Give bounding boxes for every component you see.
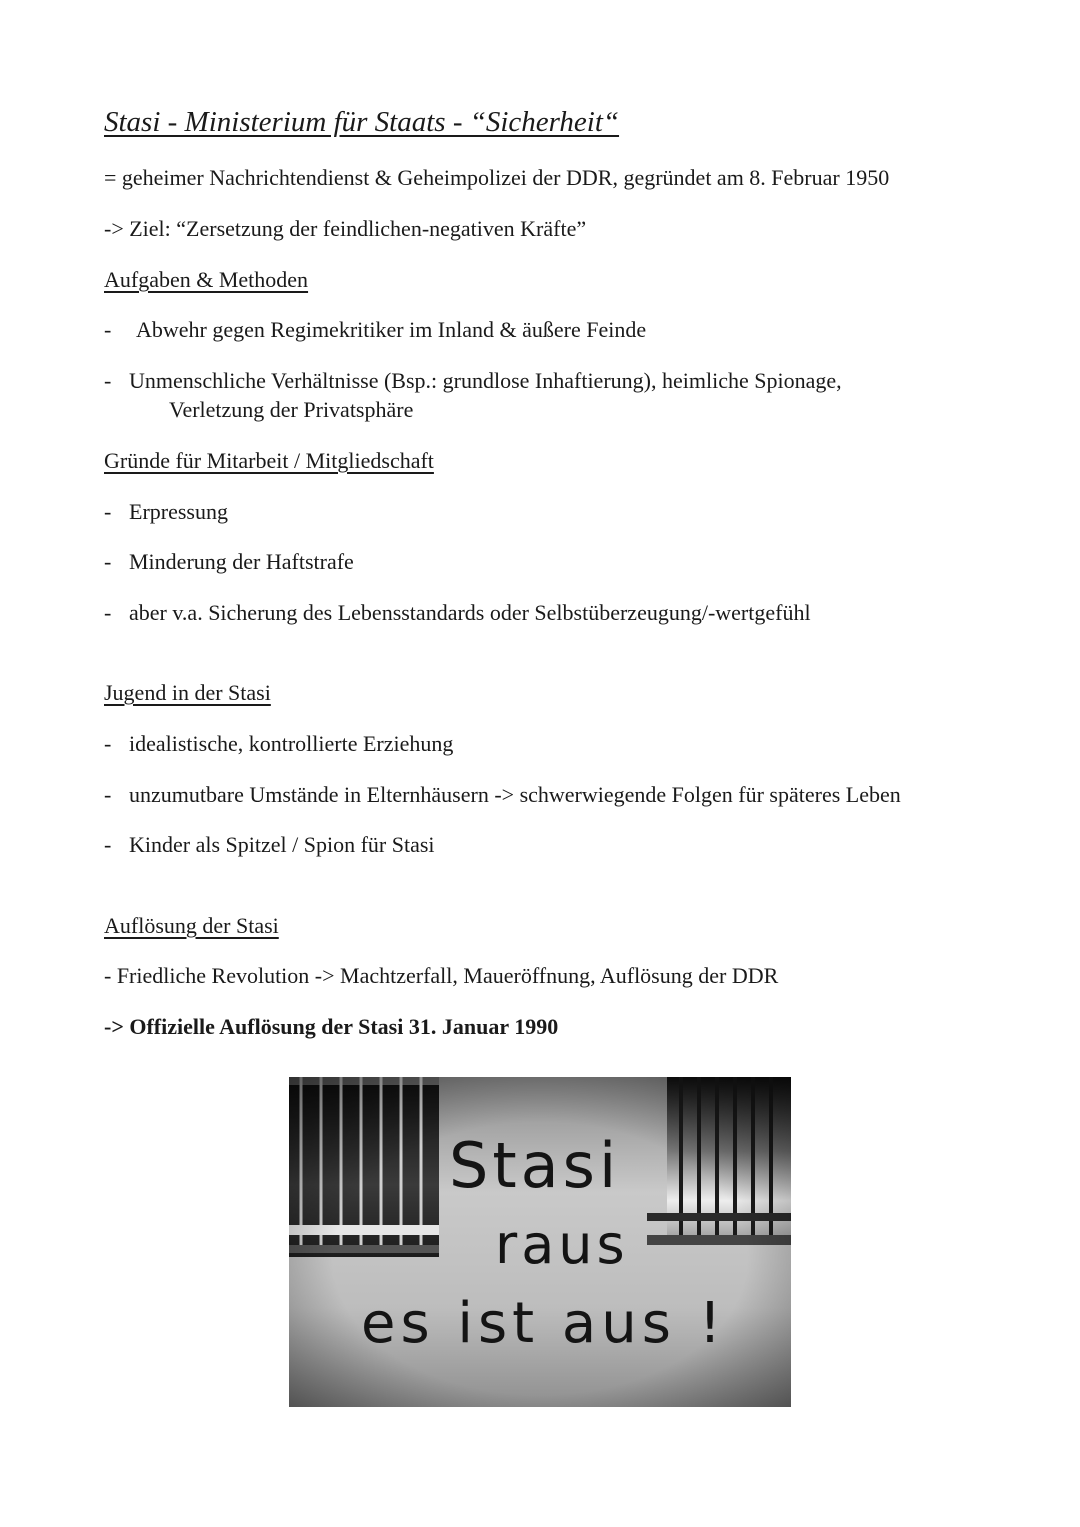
list-item: unzumutbare Umstände in Elternhäusern -> schwerwiegende Folgen für späteres Leben xyxy=(129,782,901,807)
graffiti-photo-image xyxy=(289,1077,791,1407)
section-heading-aufloesung: Auflösung der Stasi xyxy=(104,913,279,938)
list-item: Abwehr gegen Regimekritiker im Inland & äußere Feinde xyxy=(136,317,647,342)
list-item-continuation: Verletzung der Privatsphäre xyxy=(169,397,414,422)
list-bullet: - xyxy=(104,731,112,756)
list-item: Minderung der Haftstrafe xyxy=(129,549,354,574)
list-item: Unmenschliche Verhältnisse (Bsp.: grundlose Inhaftierung), heimliche Spionage, xyxy=(129,368,842,393)
list-item: aber v.a. Sicherung des Lebensstandards oder Selbstüberzeugung/-wertgefühl xyxy=(129,600,811,625)
list-bullet: - xyxy=(104,782,112,807)
list-bullet: - xyxy=(104,317,112,342)
goal-text: -> Ziel: “Zersetzung der feindlichen-negativen Kräfte” xyxy=(104,216,587,241)
list-bullet: - xyxy=(104,600,112,625)
list-bullet: - xyxy=(104,832,112,857)
section-heading-jugend: Jugend in der Stasi xyxy=(104,680,271,705)
list-bullet: - xyxy=(104,549,112,574)
graffiti-photo xyxy=(289,1077,791,1407)
section-heading-aufgaben: Aufgaben & Methoden xyxy=(104,267,309,292)
list-item: Kinder als Spitzel / Spion für Stasi xyxy=(129,832,435,857)
list-bullet: - xyxy=(104,368,112,393)
definition-text: = geheimer Nachrichtendienst & Geheimpolizei der DDR, gegründet am 8. Februar 1950 xyxy=(104,165,890,190)
list-bullet: - xyxy=(104,499,112,524)
page-title: Stasi - Ministerium für Staats - “Sicherheit“ xyxy=(104,106,620,138)
list-item: idealistische, kontrollierte Erziehung xyxy=(129,731,454,756)
section-heading-gruende: Gründe für Mitarbeit / Mitgliedschaft xyxy=(104,448,434,473)
aufloesung-text: - Friedliche Revolution -> Machtzerfall, Maueröffnung, Auflösung der DDR xyxy=(104,963,779,988)
aufloesung-conclusion: -> Offizielle Auflösung der Stasi 31. Januar 1990 xyxy=(104,1014,559,1039)
list-item: Erpressung xyxy=(129,499,228,524)
